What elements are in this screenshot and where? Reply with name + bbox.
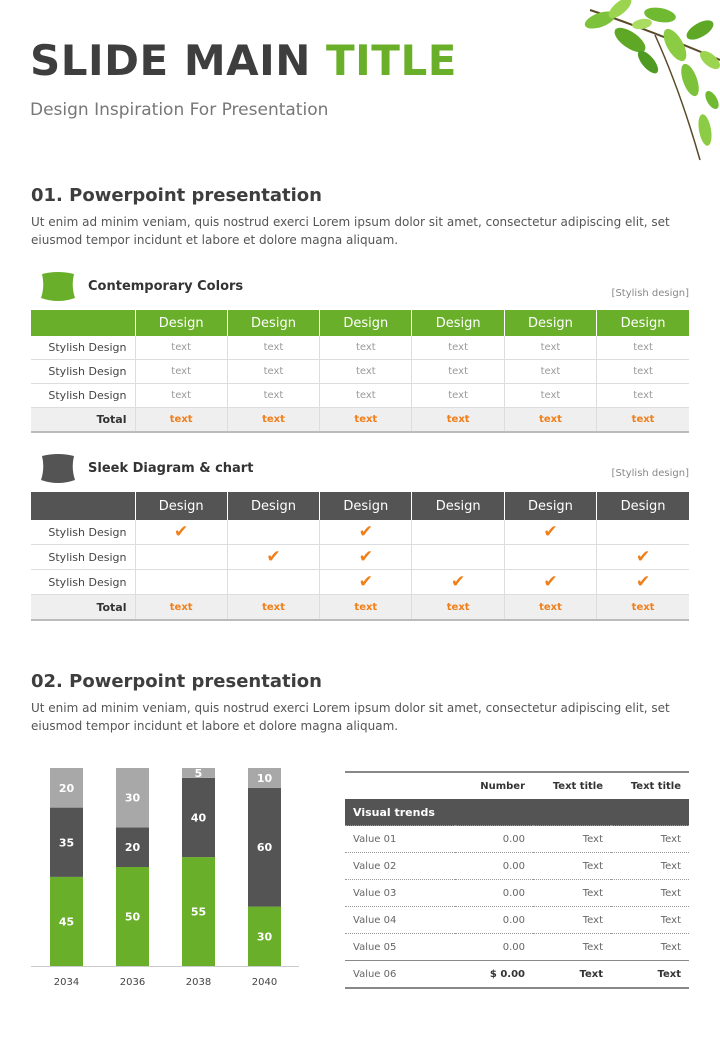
bar-data-label: 5 — [194, 766, 203, 780]
section2-heading: 02. Powerpoint presentation — [31, 671, 322, 692]
table-row — [31, 336, 689, 360]
checkmark-icon: ✔ — [451, 572, 466, 592]
trends-cell: $ 0.00 — [455, 961, 533, 989]
check-cell — [227, 545, 319, 570]
bar-data-label: 30 — [124, 791, 141, 805]
table1-col: Design — [135, 310, 227, 336]
check-cell — [320, 570, 412, 595]
section1-body: Ut enim ad minim veniam, quis nostrud exerci Lorem ipsum dolor sit amet, consectetur adipiscing elit, set eiusmod tempor incidunt et labore et dolore magna aliquam. — [31, 215, 670, 247]
table2-header-row — [31, 492, 689, 520]
section2-body: Ut enim ad minim veniam, quis nostrud exerci Lorem ipsum dolor sit amet, consectetur adipiscing elit, set eiusmod tempor incidunt et labore et dolore magna aliquam. — [31, 701, 670, 733]
table-cell: text — [320, 360, 412, 384]
table-cell: text — [412, 336, 504, 360]
x-tick-label: 2034 — [53, 977, 80, 988]
checkmark-icon: ✔ — [543, 522, 558, 542]
contemporary-colors-table — [31, 310, 689, 433]
trends-cell: Text — [533, 961, 611, 989]
total-cell: text — [227, 408, 319, 433]
trends-header-cell: Text title — [611, 772, 689, 799]
bar-data-label: 60 — [256, 841, 273, 855]
table2-note: [Stylish design] — [611, 468, 689, 479]
x-tick-label: 2036 — [119, 977, 146, 988]
checkmark-icon: ✔ — [266, 547, 281, 567]
total-cell: text — [597, 595, 689, 621]
table-row — [345, 853, 689, 880]
table1-note: [Stylish design] — [611, 288, 689, 299]
check-cell — [412, 570, 504, 595]
trends-band-row — [345, 799, 689, 826]
trends-cell: 0.00 — [455, 826, 533, 853]
row-label: Stylish Design — [31, 520, 135, 545]
visual-trends-table — [345, 771, 689, 989]
check-cell — [227, 570, 319, 595]
title-main: SLIDE MAIN — [30, 36, 327, 85]
total-cell: text — [320, 595, 412, 621]
total-label: Total — [31, 595, 135, 621]
trends-header-cell: Number — [455, 772, 533, 799]
checkmark-icon: ✔ — [635, 572, 651, 592]
dark-shape-icon — [39, 452, 77, 484]
check-cell — [597, 545, 689, 570]
table2-col: Design — [135, 492, 227, 520]
table-cell: text — [227, 360, 319, 384]
total-cell: text — [227, 595, 319, 621]
check-cell — [135, 520, 227, 545]
table-row — [31, 360, 689, 384]
table2-col: Design — [320, 492, 412, 520]
table1-col: Design — [597, 310, 689, 336]
total-row — [31, 408, 689, 433]
row-label: Stylish Design — [31, 570, 135, 595]
trends-cell: Text — [533, 934, 611, 961]
check-cell — [135, 570, 227, 595]
table-cell: text — [597, 336, 689, 360]
table-cell: text — [504, 384, 596, 408]
bar-data-label: 10 — [256, 771, 273, 785]
table-cell: text — [412, 384, 504, 408]
trends-cell: Text — [533, 880, 611, 907]
total-cell: text — [504, 408, 596, 433]
bar-data-label: 55 — [190, 905, 207, 919]
x-tick-label: 2040 — [251, 977, 278, 988]
trends-cell: 0.00 — [455, 934, 533, 961]
total-cell: text — [135, 595, 227, 621]
trends-cell: Text — [611, 826, 689, 853]
check-cell — [412, 520, 504, 545]
check-cell — [320, 520, 412, 545]
table-row — [345, 880, 689, 907]
bar-data-label: 50 — [124, 910, 141, 924]
checkmark-icon: ✔ — [358, 572, 373, 592]
trends-cell: Text — [611, 853, 689, 880]
trends-cell: Text — [611, 961, 689, 989]
row-label: Stylish Design — [31, 384, 135, 408]
table-row — [31, 520, 689, 545]
checkmark-icon: ✔ — [358, 522, 373, 542]
table1-col: Design — [227, 310, 319, 336]
bar-data-label: 35 — [58, 836, 75, 850]
bar-data-label: 45 — [58, 915, 75, 929]
table-row — [345, 907, 689, 934]
table2-corner — [31, 492, 135, 520]
trends-cell: Value 02 — [345, 853, 455, 880]
table-cell: text — [412, 360, 504, 384]
total-row — [31, 595, 689, 621]
checkmark-icon: ✔ — [174, 522, 189, 542]
title-accent: TITLE — [326, 36, 457, 85]
table-row — [345, 826, 689, 853]
total-cell: text — [135, 408, 227, 433]
x-tick-label: 2038 — [185, 977, 212, 988]
trends-header-cell: Text title — [533, 772, 611, 799]
sleek-diagram-table — [31, 492, 689, 621]
check-cell — [412, 545, 504, 570]
trends-cell: Text — [533, 826, 611, 853]
table1-col: Design — [412, 310, 504, 336]
trends-cell: 0.00 — [455, 907, 533, 934]
table1-header-row — [31, 310, 689, 336]
stacked-bar-chart — [31, 760, 301, 990]
table-cell: text — [504, 360, 596, 384]
trends-cell: Text — [533, 853, 611, 880]
table-row — [31, 384, 689, 408]
total-label: Total — [31, 408, 135, 433]
check-cell — [320, 545, 412, 570]
trends-cell: 0.00 — [455, 880, 533, 907]
trends-cell: Value 05 — [345, 934, 455, 961]
table2-col: Design — [412, 492, 504, 520]
check-cell — [504, 570, 596, 595]
table-cell: text — [504, 336, 596, 360]
table-cell: text — [597, 384, 689, 408]
check-cell — [135, 545, 227, 570]
table-cell: text — [320, 336, 412, 360]
table2-label: Sleek Diagram & chart — [88, 461, 254, 476]
trends-cell: Value 03 — [345, 880, 455, 907]
table1-label: Contemporary Colors — [88, 279, 244, 294]
trends-cell: Text — [611, 934, 689, 961]
table-cell: text — [227, 336, 319, 360]
table-cell: text — [135, 336, 227, 360]
checkmark-icon: ✔ — [358, 547, 373, 567]
table-cell: text — [597, 360, 689, 384]
row-label: Stylish Design — [31, 336, 135, 360]
bar-data-label: 40 — [190, 811, 207, 825]
trends-cell: Text — [533, 907, 611, 934]
leaf-branch-image — [560, 0, 720, 165]
green-shape-icon — [39, 270, 77, 302]
trends-header-cell — [345, 772, 455, 799]
check-cell — [504, 545, 596, 570]
table-cell: text — [320, 384, 412, 408]
trends-header-row — [345, 772, 689, 799]
slide-subtitle: Design Inspiration For Presentation — [30, 100, 329, 120]
check-cell — [504, 520, 596, 545]
table-row — [345, 961, 689, 989]
bar-data-label: 20 — [58, 781, 75, 795]
trends-cell: Text — [611, 880, 689, 907]
slide-title — [30, 36, 457, 85]
table-cell: text — [227, 384, 319, 408]
table-row — [31, 545, 689, 570]
trends-cell: Value 04 — [345, 907, 455, 934]
table1-col: Design — [504, 310, 596, 336]
section1-heading: 01. Powerpoint presentation — [31, 185, 322, 206]
bar-data-label: 20 — [124, 841, 141, 855]
total-cell: text — [504, 595, 596, 621]
checkmark-icon: ✔ — [635, 547, 651, 567]
table-cell: text — [135, 360, 227, 384]
table-row — [31, 570, 689, 595]
trends-cell: Value 01 — [345, 826, 455, 853]
table1-col: Design — [320, 310, 412, 336]
check-cell — [597, 570, 689, 595]
table2-col: Design — [227, 492, 319, 520]
table2-col: Design — [504, 492, 596, 520]
total-cell: text — [412, 408, 504, 433]
trends-band-label: Visual trends — [345, 799, 689, 826]
check-cell — [597, 520, 689, 545]
total-cell: text — [597, 408, 689, 433]
total-cell: text — [412, 595, 504, 621]
trends-cell: 0.00 — [455, 853, 533, 880]
table-row — [345, 934, 689, 961]
trends-cell: Value 06 — [345, 961, 455, 989]
row-label: Stylish Design — [31, 545, 135, 570]
check-cell — [227, 520, 319, 545]
table1-corner — [31, 310, 135, 336]
table2-col: Design — [597, 492, 689, 520]
row-label: Stylish Design — [31, 360, 135, 384]
bar-data-label: 30 — [256, 930, 273, 944]
trends-cell: Text — [611, 907, 689, 934]
table-cell: text — [135, 384, 227, 408]
checkmark-icon: ✔ — [543, 572, 558, 592]
total-cell: text — [320, 408, 412, 433]
